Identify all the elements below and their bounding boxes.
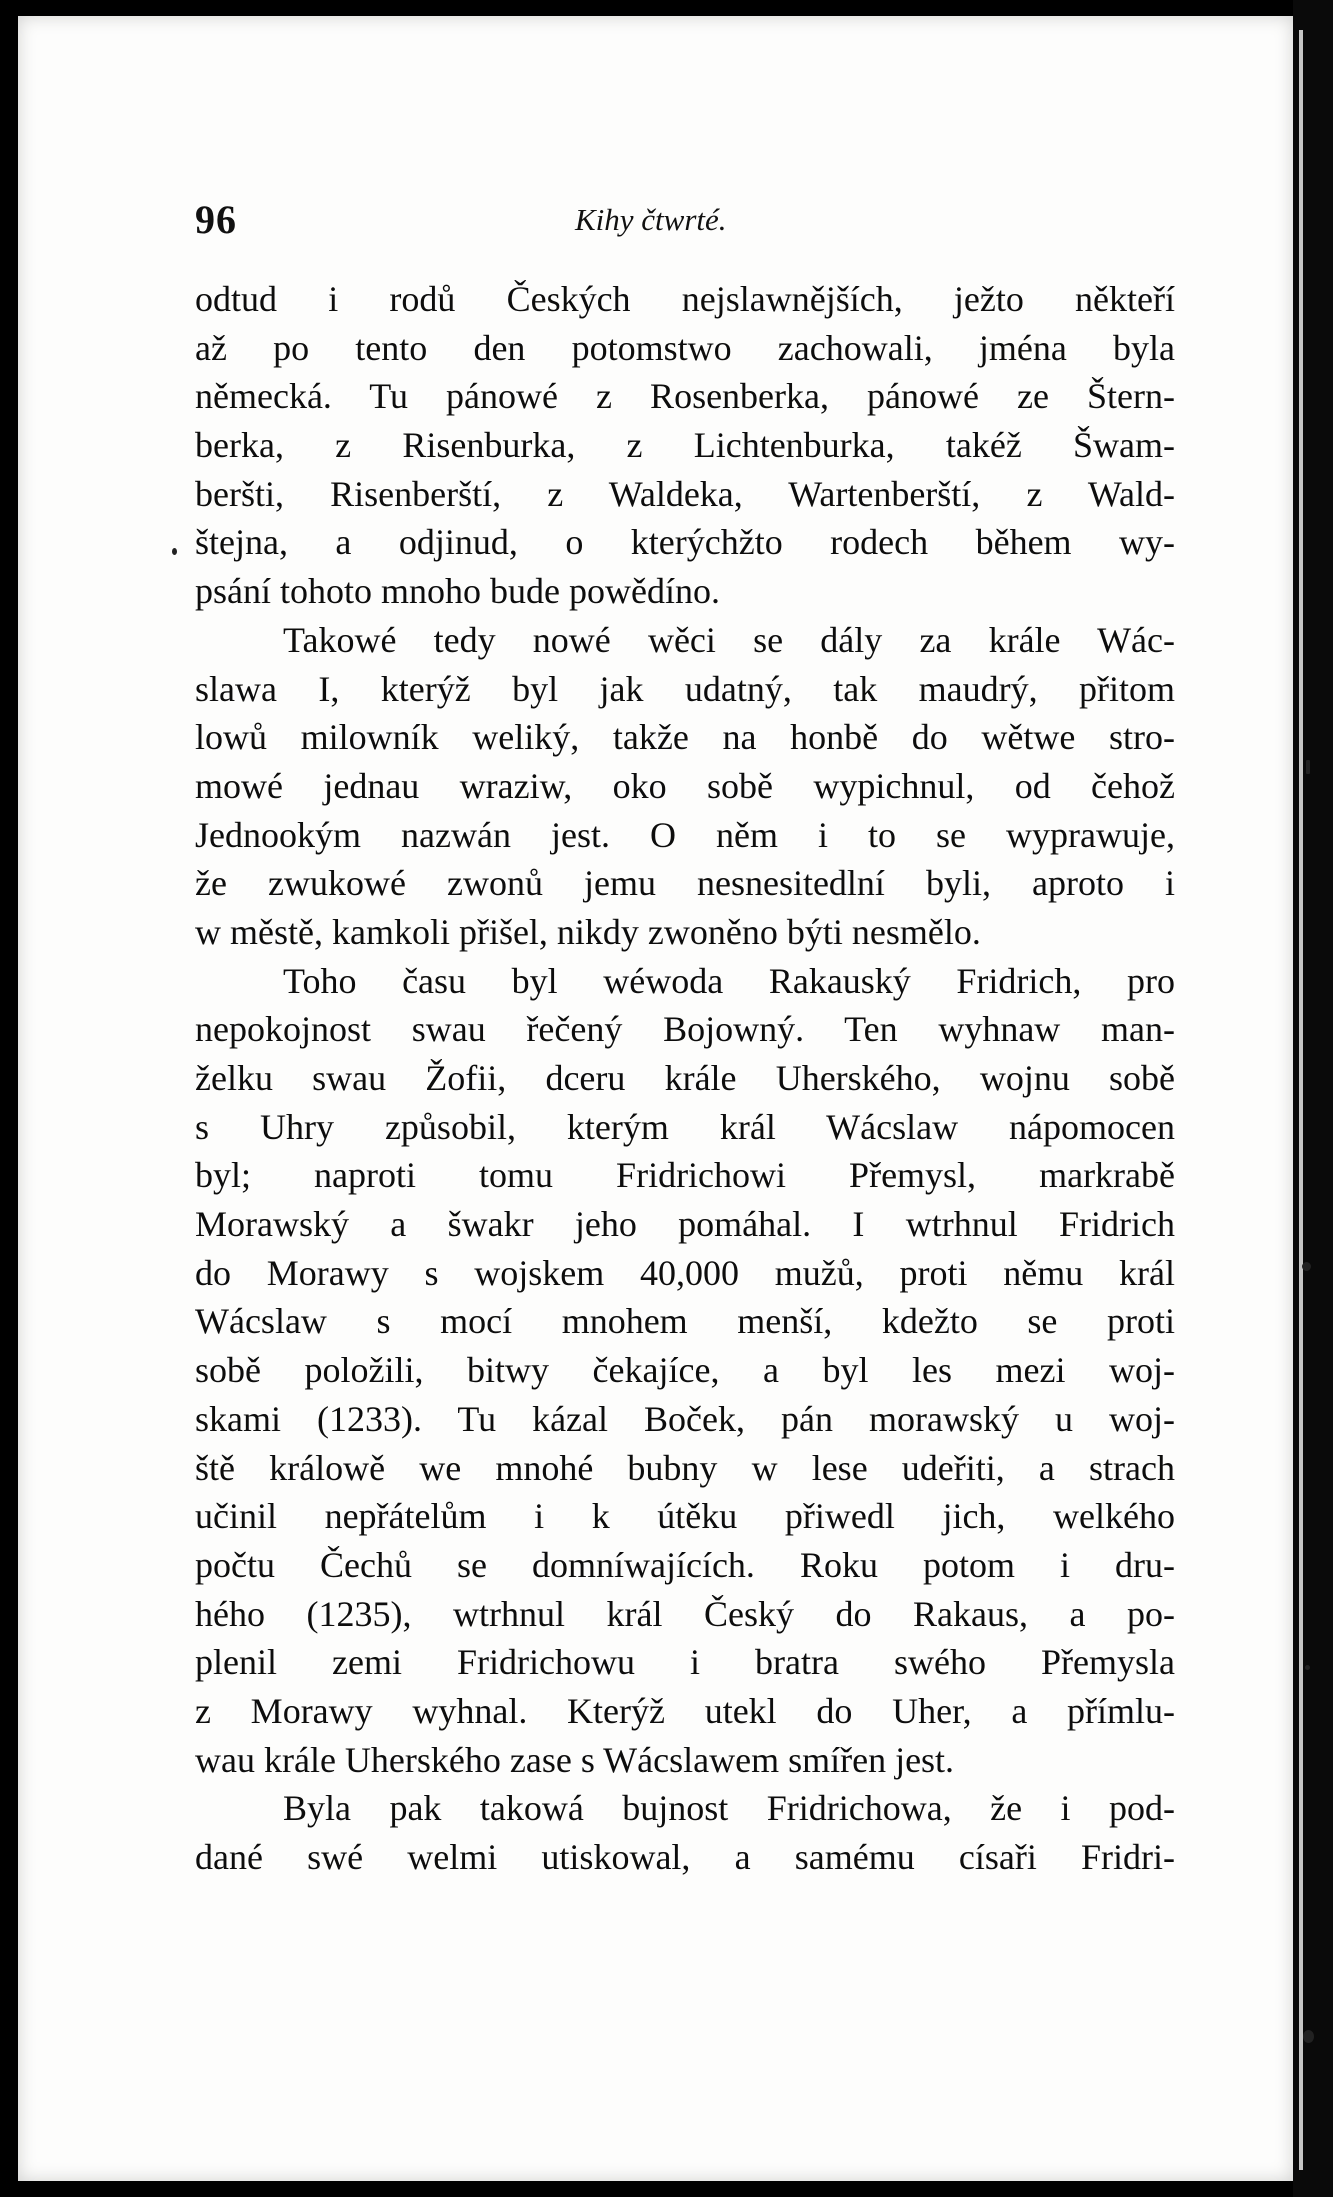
ink-speck xyxy=(1302,1262,1311,1271)
text-line: počtu Čechů se domníwajících. Roku potom i dru- xyxy=(195,1544,1175,1585)
text-line: Wácslaw s mocí mnohem menší, kdežto se proti xyxy=(195,1301,1175,1342)
text-line: německá. Tu pánowé z Rosenberka, pánowé ze Štern- xyxy=(195,376,1175,417)
text-line: ště králowě we mnohé bubny w lese udeřiti, a strach xyxy=(195,1447,1175,1488)
text-line: dané swé welmi utiskowal, a samému císaři Fridri- xyxy=(195,1837,1175,1877)
text-line: štejna, a odjinud, o kterýchžto rodech během wy- xyxy=(195,522,1175,563)
text-line: w městě, kamkoli přišel, nikdy zwoněno býti nesmělo. xyxy=(195,911,981,952)
ink-speck xyxy=(1306,760,1310,774)
ink-speck xyxy=(172,548,177,555)
text-line: odtud i rodů Českých nejslawnějších, ježto někteří xyxy=(195,279,1175,319)
text-line: wau krále Uherského zase s Wácslawem smířen jest. xyxy=(195,1739,955,1780)
running-title: Kihy čtwrté. xyxy=(575,202,727,237)
text-line: že zwukowé zwonů jemu nesnesitedlní byli, aproto i xyxy=(195,863,1175,904)
text-line: s Uhry způsobil, kterým král Wácslaw nápomocen xyxy=(195,1106,1175,1147)
text-line: z Morawy wyhnal. Kterýž utekl do Uher, a přímlu- xyxy=(195,1690,1175,1731)
text-line: plenil zemi Fridrichowu i bratra swého Přemysla xyxy=(195,1642,1175,1683)
text-line: hého (1235), wtrhnul král Český do Rakaus, a po- xyxy=(195,1593,1175,1634)
text-line: lowů milowník weliký, takže na honbě do wětwe stro- xyxy=(195,717,1175,758)
text-line: Takowé tedy nowé wěci se dály za krále Wác- xyxy=(283,619,1175,660)
text-line: byl; naproti tomu Fridrichowi Přemysl, markrabě xyxy=(195,1155,1175,1196)
text-line: nepokojnost swau řečený Bojowný. Ten wyhnaw man- xyxy=(195,1009,1175,1050)
text-line: psání tohoto mnoho bude powědíno. xyxy=(195,571,720,612)
text-line: Toho času byl wéwoda Rakauský Fridrich, pro xyxy=(283,960,1175,1001)
text-line: skami (1233). Tu kázal Boček, pán morawský u woj- xyxy=(195,1398,1175,1439)
page-number: 96 xyxy=(195,197,237,242)
text-line: Jednookým nazwán jest. O něm i to se wyprawuje, xyxy=(195,814,1175,855)
text-line: želku swau Žofii, dceru krále Uherského, wojnu sobě xyxy=(195,1058,1175,1098)
body-text xyxy=(195,275,1175,1882)
text-line: učinil nepřátelům i k útěku přiwedl jich, welkého xyxy=(195,1496,1175,1537)
ink-speck xyxy=(1305,1665,1310,1670)
text-line: do Morawy s wojskem 40,000 mužů, proti němu král xyxy=(195,1252,1175,1293)
text-line: Morawský a šwakr jeho pomáhal. I wtrhnul Fridrich xyxy=(195,1204,1175,1245)
adjacent-page-strip xyxy=(1299,30,1303,2170)
page-header xyxy=(195,196,1185,246)
text-line: mowé jednau wraziw, oko sobě wypichnul, od čehož xyxy=(195,765,1175,806)
ink-speck xyxy=(1303,2030,1314,2043)
page-edge xyxy=(1293,0,1333,2197)
text-line: berka, z Risenburka, z Lichtenburka, takéž Šwam- xyxy=(195,425,1175,466)
text-line: beršti, Risenberští, z Waldeka, Wartenberští, z Wald- xyxy=(195,473,1175,514)
text-line: Byla pak takowá bujnost Fridrichowa, že i pod- xyxy=(283,1788,1175,1829)
text-line: až po tento den potomstwo zachowali, jména byla xyxy=(195,327,1175,368)
text-line: slawa I, kterýž byl jak udatný, tak maudrý, přitom xyxy=(195,668,1175,709)
text-line: sobě položili, bitwy čekajíce, a byl les mezi woj- xyxy=(195,1350,1175,1391)
